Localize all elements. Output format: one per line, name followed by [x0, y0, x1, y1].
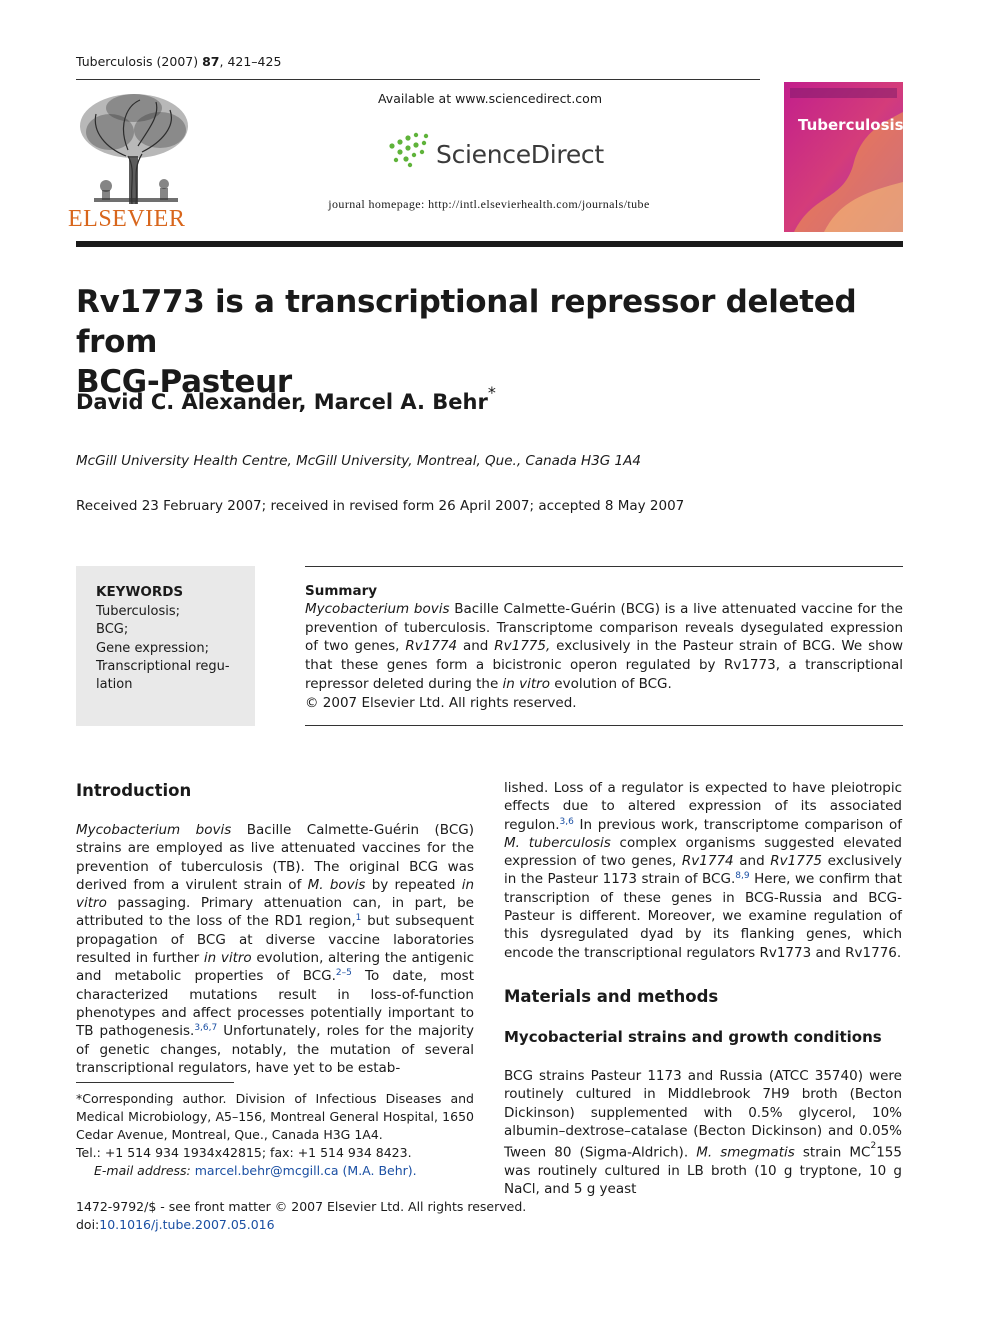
journal-homepage[interactable]: journal homepage: http://intl.elsevierhealth.com/journals/tube [328, 197, 650, 211]
citation-link[interactable]: 2–5 [335, 968, 352, 979]
email-link[interactable]: marcel.behr@mcgill.ca (M.A. Behr). [194, 1163, 417, 1178]
citation-link[interactable]: 1 [355, 913, 362, 924]
keywords-list [96, 603, 230, 694]
sciencedirect-wordmark: ScienceDirect [436, 140, 604, 169]
summary-rule-top [305, 566, 903, 567]
title-rule [76, 241, 903, 247]
summary-text: Mycobacterium bovis Bacille Calmette-Guérin (BCG) is a live attenuated vaccine for the prevention of tuberculosis. Transcriptome comparison reveals dysegulated expression of two genes, Rv1774 and Rv1775, exclusively in the Pasteur strain of BCG. We show that these genes form a bicistronic operon regulated by Rv1773, a transcriptional repressor deleted during the in vitro evolution of BCG. © 2007 Elsevier Ltd. All rights reserved. [305, 601, 904, 711]
footnote-rule [76, 1082, 234, 1083]
available-at-text[interactable]: Available at www.sciencedirect.com [377, 91, 603, 106]
citation-link[interactable]: 8,9 [735, 871, 750, 882]
received-dates: Received 23 February 2007; received in revised form 26 April 2007; accepted 8 May 2007 [76, 498, 685, 514]
journal-cover-image [784, 82, 903, 232]
front-matter: 1472-9792/$ - see front matter © 2007 Elsevier Ltd. All rights reserved. doi:10.1016/j.tube.2007.05.016 [76, 1199, 527, 1232]
keyword-item: Gene expression; [96, 640, 209, 656]
summary-heading: Summary [305, 583, 378, 599]
copyright: © 2007 Elsevier Ltd. All rights reserved. [305, 694, 577, 711]
introduction-continued: lished. Loss of a regulator is expected to have pleiotropic effects due to altered expression of its associated regulon.$^{3,6}$ In previous work, transcriptome comparison of M. tuberculosis complex organisms suggested elevated expression of two genes, Rv1774 and Rv1775 exclusively in the Pasteur 1173 strain of BCG.$^{8,9}$ Here, we confirm that transcription of these genes in BCG-Russia and BCG-Pasteur is different. Moreover, we examine regulation of this dysregulated dyad by its flanking genes, which encode the transcriptional regulators Rv1773 and Rv1776. [504, 780, 902, 961]
citation-link[interactable]: 3,6 [559, 816, 574, 827]
elsevier-wordmark: ELSEVIER [68, 206, 186, 232]
affiliation: McGill University Health Centre, McGill University, Montreal, Que., Canada H3G 1A4 [76, 453, 641, 469]
strains-subheading: Mycobacterial strains and growth conditions [504, 1028, 882, 1046]
keyword-item: lation [96, 677, 133, 693]
cover-title: Tuberculosis [798, 116, 904, 134]
article-title: Rv1773 is a transcriptional repressor deleted from BCG-Pasteur [76, 284, 857, 400]
doi-link[interactable]: 10.1016/j.tube.2007.05.016 [99, 1217, 275, 1232]
keyword-item: Transcriptional regu- [96, 658, 230, 674]
introduction-paragraph: Mycobacterium bovis Bacille Calmette-Guérin (BCG) strains are employed as live attenuated vaccines for the prevention of tuberculosis (TB). The original BCG was derived from a virulent strain of M. bovis by repeated in vitro passaging. Primary attenuation can, in part, be attributed to the loss of the RD1 region,$^1$ but subsequent propagation of BCG at diverse vaccine laboratories resulted in further in vitro evolution, altering the antigenic and metabolic properties of BCG.$^{2-5}$ To date, most characterized mutations result in loss-of-function phenotypes and affect processes potentially important to TB pathogenesis.$^{3,6,7}$ Unfortunately, roles for the majority of genetic changes, notably, the mutation of several transcriptional regulators, have yet to be estab- [76, 822, 475, 1076]
keyword-item: BCG; [96, 622, 129, 638]
methods-paragraph: BCG strains Pasteur 1173 and Russia (ATCC 35740) were routinely cultured in Middlebrook 7H9 broth (Becton Dickinson) supplemented with 0.5% glycerol, 10% albumin–dextrose–catalase (Becton Dickinson) and 0.05% Tween 80 (Sigma-Aldrich). M. smegmatis strain $MC^2155$ was routinely cultured in LB broth (10 g tryptone, 10 g NaCl, and 5 g yeast [504, 1068, 902, 1198]
citation-link[interactable]: 3,6,7 [194, 1023, 218, 1034]
authors: David C. Alexander, Marcel A. Behr* [76, 383, 496, 414]
keywords-heading: KEYWORDS [96, 584, 184, 600]
introduction-heading: Introduction [76, 781, 192, 800]
keyword-item: Tuberculosis; [96, 604, 181, 619]
methods-heading: Materials and methods [504, 987, 719, 1006]
journal-reference: Tuberculosis (2007) 87, 421–425 [76, 54, 282, 69]
corresponding-author-footnote: *Corresponding author. Division of Infectious Diseases and Medical Microbiology, A5–156, Montreal General Hospital, 1650 Cedar Avenue, Montreal, Que., Canada H3G 1A4. Tel.: +1 514 934 1934x42815; fax: +1 514 934 8423. E-mail address: marcel.behr@mcgill.ca (M.A. Behr). [76, 1091, 474, 1178]
summary-rule-bottom [305, 725, 903, 726]
header-rule [76, 79, 760, 80]
